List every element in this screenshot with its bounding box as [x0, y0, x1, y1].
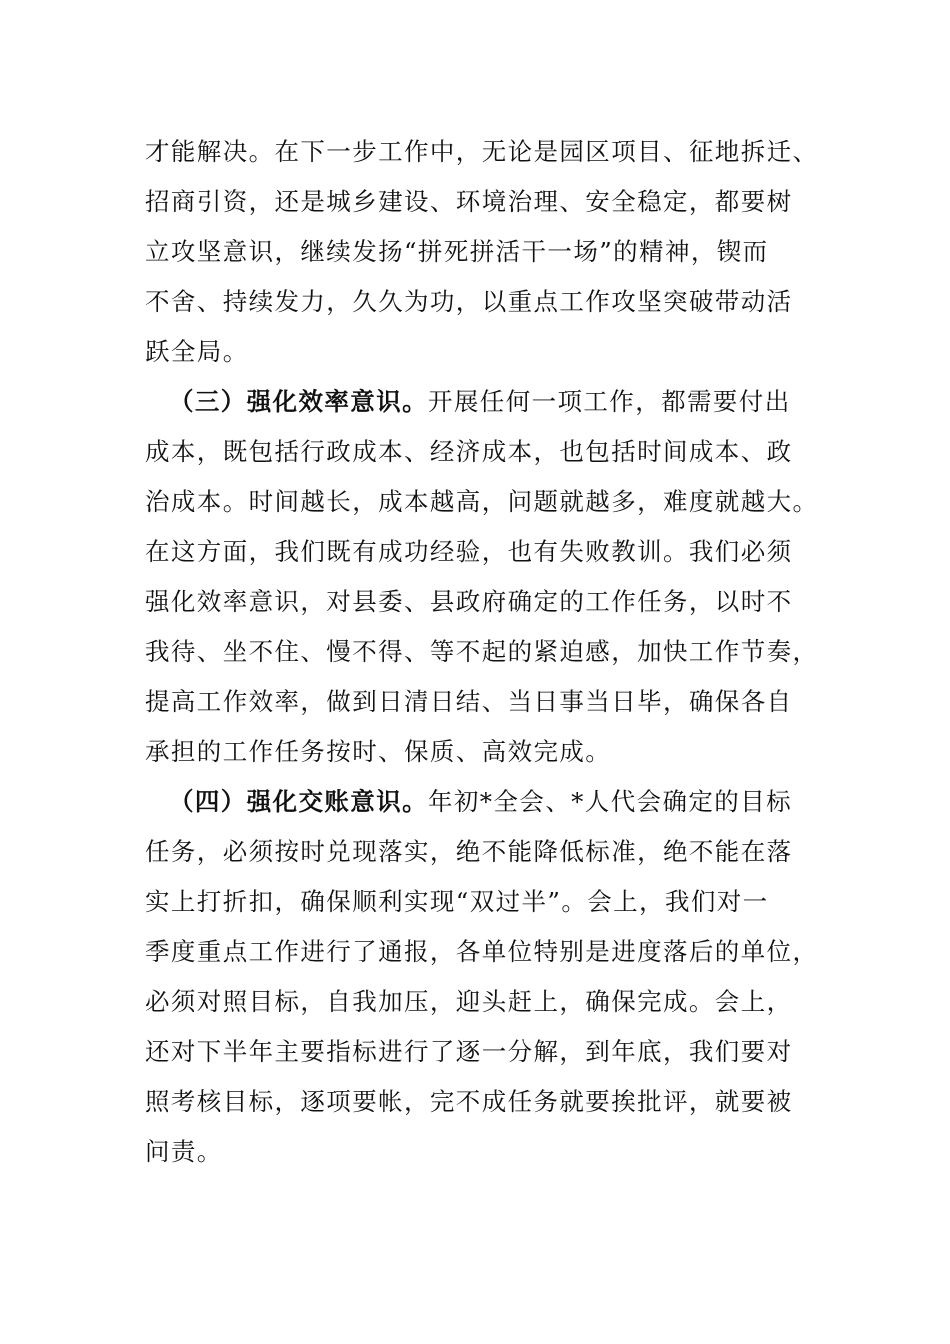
text-line: 在这方面，我们既有成功经验，也有失败教训。我们必须 — [145, 537, 793, 566]
paragraph-3 — [145, 777, 819, 1177]
text-line: 立攻坚意识，继续发扬“拼死拼活干一场”的精神，锲而 — [145, 237, 769, 266]
text-line: 成本，既包括行政成本、经济成本，也包括时间成本、政 — [145, 437, 793, 466]
text-line: 不舍、持续发力，久久为功，以重点工作攻坚突破带动活 — [145, 287, 793, 316]
paragraph-first-line — [145, 377, 805, 427]
paragraph-2 — [145, 377, 819, 777]
text-run: 开展任何一项工作，都需要付出 — [428, 387, 791, 416]
text-line: 提高工作效率，做到日清日结、当日事当日毕，确保各自 — [145, 687, 793, 716]
section-heading-4: （四）强化交账意识。 — [169, 787, 428, 816]
paragraph-first-line — [145, 777, 805, 827]
text-line: 必须对照目标，自我加压，迎头赶上，确保完成。会上， — [145, 987, 793, 1016]
text-line: 我待、坐不住、慢不得、等不起的紧迫感，加快工作节奏， — [145, 637, 819, 666]
text-line: 承担的工作任务按时、保质、高效完成。 — [145, 737, 612, 766]
text-line: 季度重点工作进行了通报，各单位特别是进度落后的单位， — [145, 937, 819, 966]
section-heading-3: （三）强化效率意识。 — [169, 387, 428, 416]
text-line: 强化效率意识，对县委、县政府确定的工作任务，以时不 — [145, 587, 793, 616]
text-line: 还对下半年主要指标进行了逐一分解，到年底，我们要对 — [145, 1037, 793, 1066]
text-line: 任务，必须按时兑现落实，绝不能降低标准，绝不能在落 — [145, 837, 793, 866]
paragraph-1 — [145, 127, 819, 377]
text-line: 才能解决。在下一步工作中，无论是园区项目、征地拆迁、 — [145, 137, 819, 166]
text-line: 照考核目标，逐项要帐，完不成任务就要挨批评，就要被 — [145, 1087, 793, 1116]
document-body — [145, 127, 819, 1177]
text-line: 治成本。时间越长，成本越高，问题就越多，难度就越大。 — [145, 487, 819, 516]
text-line: 招商引资，还是城乡建设、环境治理、安全稳定，都要树 — [145, 187, 793, 216]
text-line: 问责。 — [145, 1137, 223, 1166]
text-run: 年初*全会、*人代会确定的目标 — [428, 787, 792, 816]
text-line: 跃全局。 — [145, 337, 249, 366]
text-line: 实上打折扣，确保顺利实现“双过半”。会上，我们对一 — [145, 887, 769, 916]
